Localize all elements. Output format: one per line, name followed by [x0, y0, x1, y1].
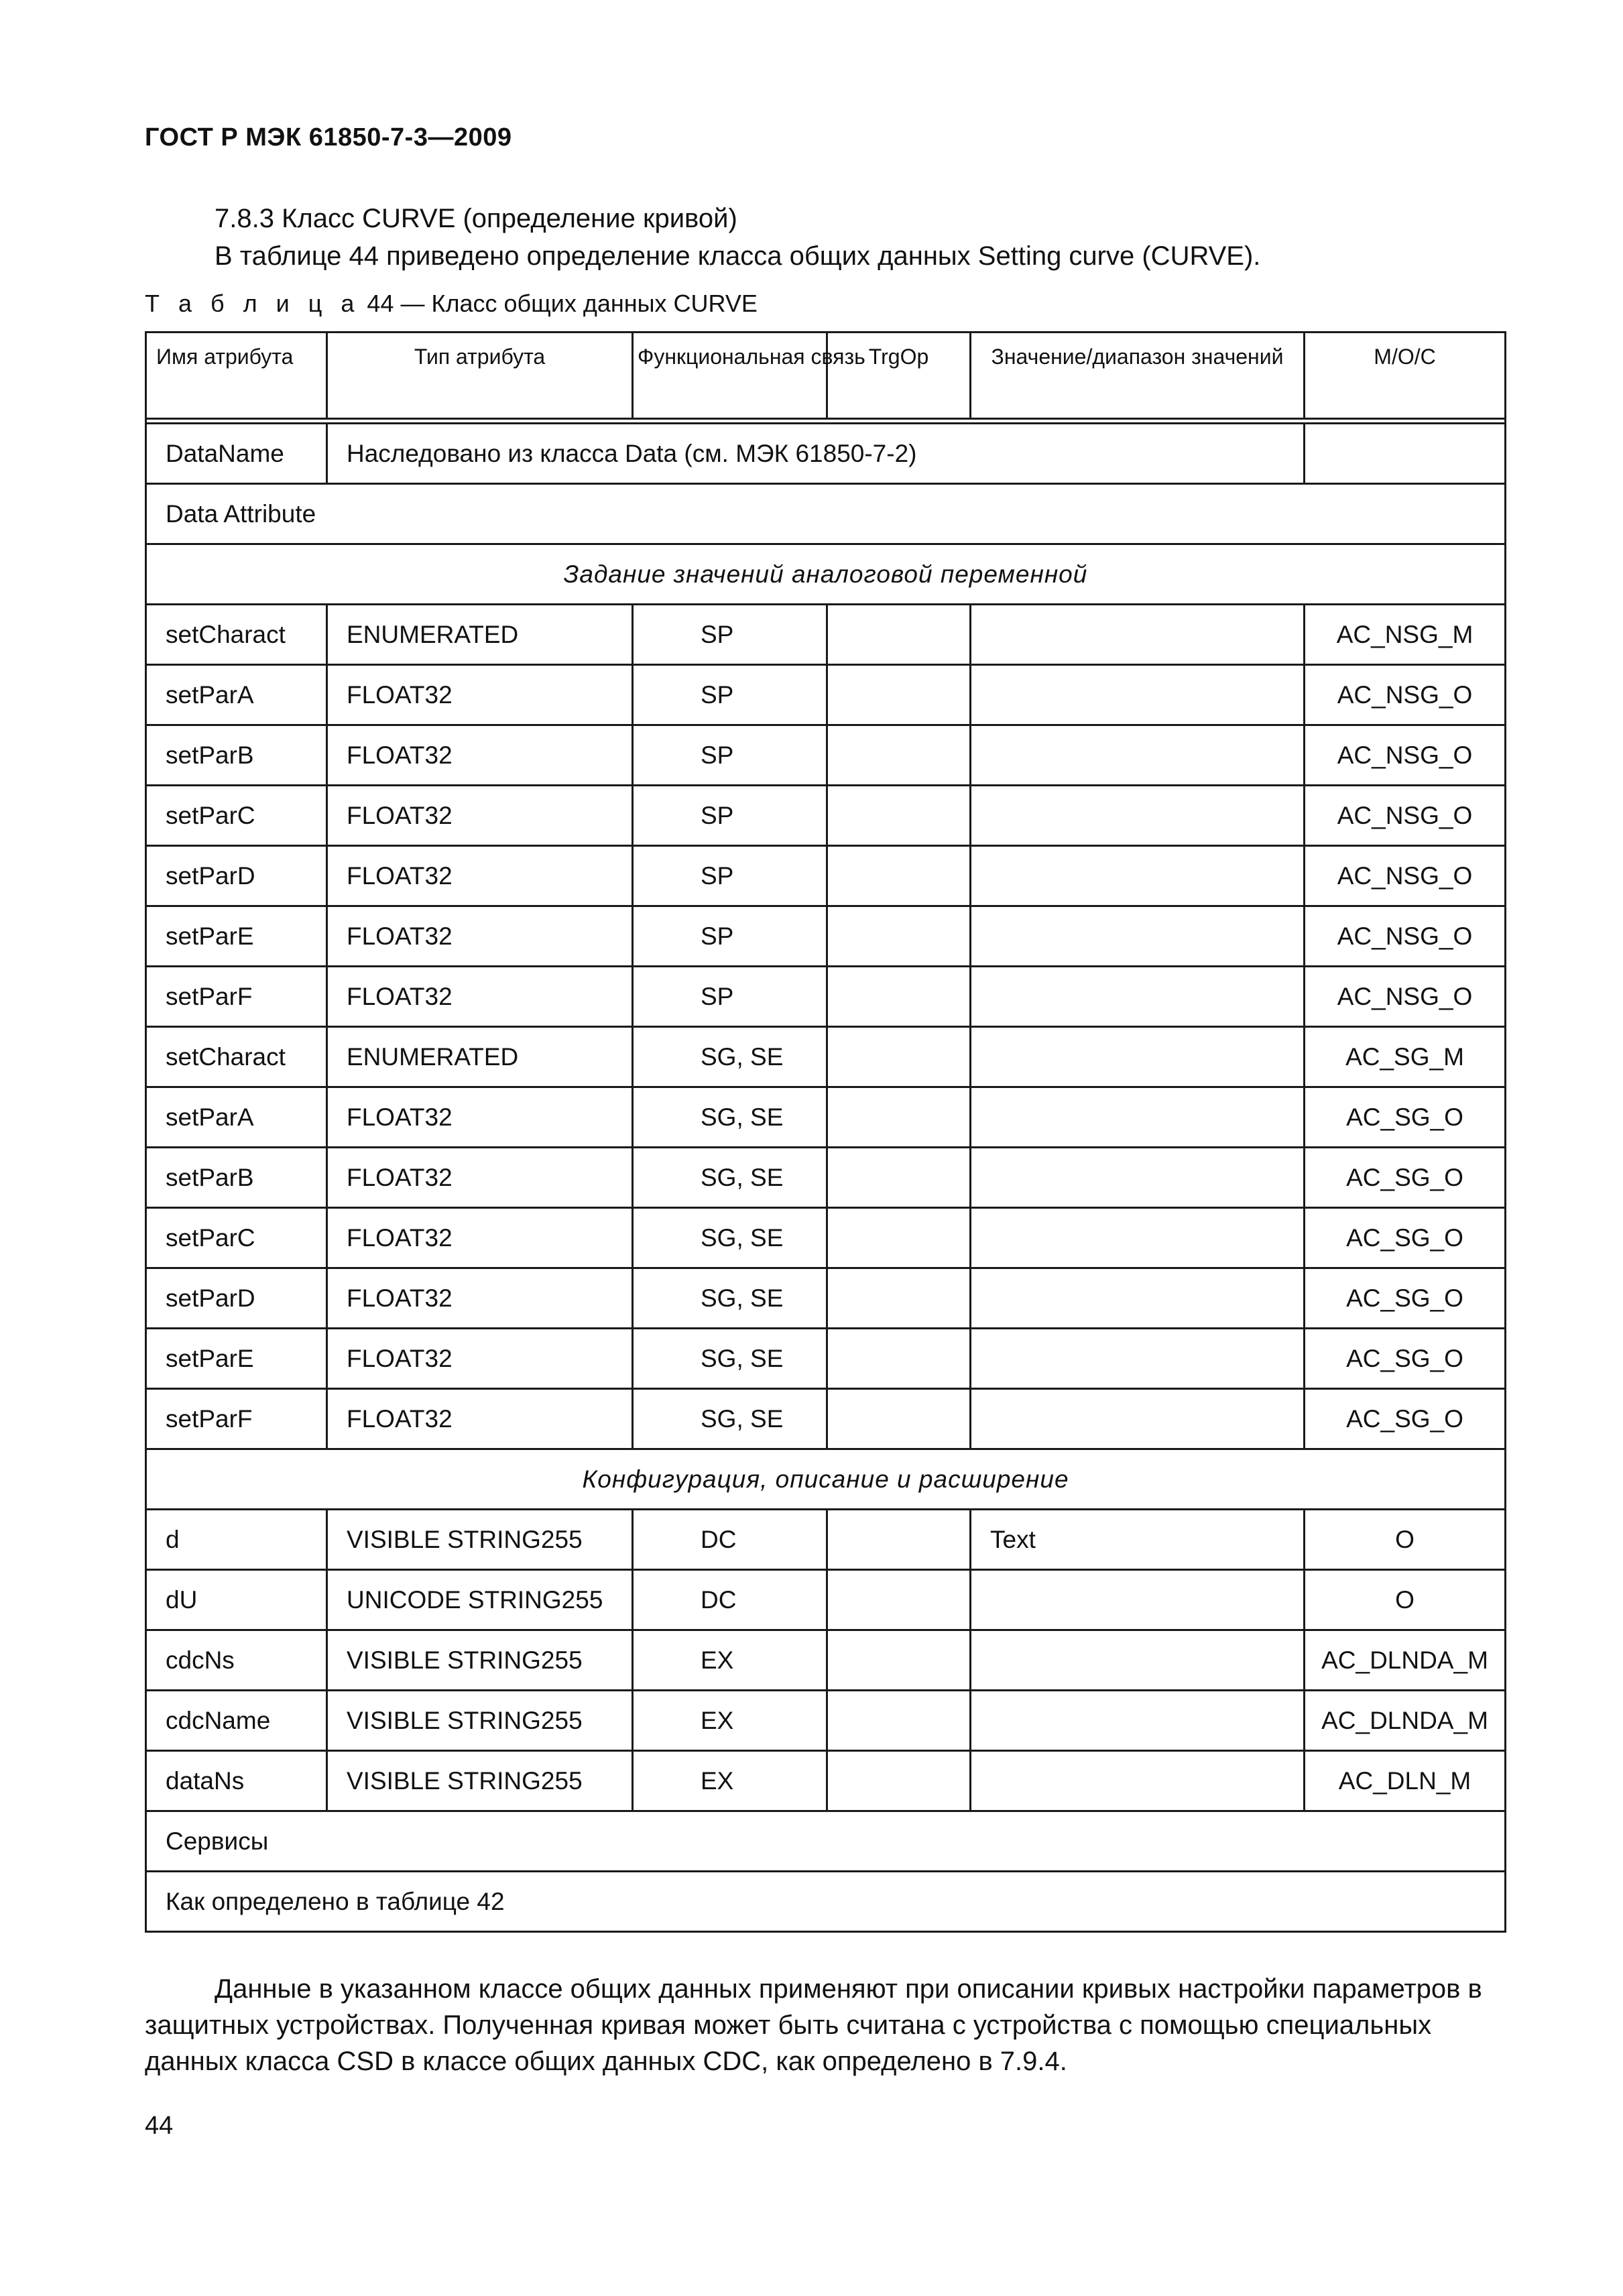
attribute-row	[146, 846, 1506, 906]
dataname-inherited-text: Наследовано из класса Data (см. МЭК 61850-7-2)	[327, 424, 1305, 484]
attribute-type-cell: FLOAT32	[327, 1148, 633, 1208]
attribute-type-cell: FLOAT32	[327, 1208, 633, 1268]
header-trgop: TrgOp	[827, 333, 971, 419]
dataname-cell: DataName	[146, 424, 327, 484]
moc-cell: O	[1305, 1570, 1506, 1630]
attribute-name-cell: setParE	[146, 906, 327, 967]
moc-cell: AC_DLNDA_M	[1305, 1691, 1506, 1751]
moc-cell: AC_NSG_M	[1305, 605, 1506, 665]
attribute-name-cell: setParF	[146, 1389, 327, 1449]
functional-constraint-cell: SP	[633, 906, 827, 967]
trgop-cell	[827, 1148, 971, 1208]
services-text-row	[146, 1872, 1506, 1932]
functional-constraint-cell: EX	[633, 1630, 827, 1691]
functional-constraint-cell: SP	[633, 967, 827, 1027]
value-range-cell	[971, 1208, 1305, 1268]
table-caption-text: 44 — Класс общих данных CURVE	[367, 290, 758, 317]
services-row	[146, 1811, 1506, 1872]
attribute-name-cell: cdcName	[146, 1691, 327, 1751]
header-functional-constraint: Функциональная связь	[633, 333, 827, 419]
attribute-row	[146, 1087, 1506, 1148]
functional-constraint-cell: SG, SE	[633, 1087, 827, 1148]
moc-cell: AC_NSG_O	[1305, 967, 1506, 1027]
value-range-cell	[971, 1751, 1305, 1811]
attribute-type-cell: UNICODE STRING255	[327, 1570, 633, 1630]
attribute-name-cell: dataNs	[146, 1751, 327, 1811]
attribute-type-cell: FLOAT32	[327, 786, 633, 846]
trgop-cell	[827, 846, 971, 906]
value-range-cell	[971, 846, 1305, 906]
functional-constraint-cell: SG, SE	[633, 1329, 827, 1389]
moc-cell: AC_DLNDA_M	[1305, 1630, 1506, 1691]
attribute-name-cell: setParC	[146, 1208, 327, 1268]
functional-constraint-cell: EX	[633, 1691, 827, 1751]
moc-cell: AC_SG_O	[1305, 1208, 1506, 1268]
trgop-cell	[827, 1208, 971, 1268]
attribute-name-cell: setParB	[146, 1148, 327, 1208]
functional-constraint-cell: SG, SE	[633, 1389, 827, 1449]
value-range-cell	[971, 605, 1305, 665]
trgop-cell	[827, 605, 971, 665]
trgop-cell	[827, 967, 971, 1027]
group-heading-row	[146, 544, 1506, 605]
header-separator	[146, 419, 1506, 424]
paragraph-line-1: Данные в указанном классе общих данных применяют при описании кривых настройки параметров в	[215, 1974, 1482, 2004]
section-title: 7.8.3 Класс CURVE (определение кривой)	[215, 204, 737, 233]
functional-constraint-cell: SG, SE	[633, 1148, 827, 1208]
section-intro: В таблице 44 приведено определение класса общих данных Setting curve (CURVE).	[215, 241, 1261, 271]
trgop-cell	[827, 665, 971, 725]
functional-constraint-cell: SP	[633, 665, 827, 725]
attribute-name-cell: cdcNs	[146, 1630, 327, 1691]
value-range-cell: Text	[971, 1510, 1305, 1570]
attribute-row	[146, 1268, 1506, 1329]
closing-paragraph	[145, 1971, 1504, 2079]
moc-cell: AC_NSG_O	[1305, 786, 1506, 846]
attribute-row	[146, 1510, 1506, 1570]
attribute-name-cell: setParD	[146, 846, 327, 906]
functional-constraint-cell: SG, SE	[633, 1268, 827, 1329]
page-number: 44	[145, 2112, 174, 2140]
value-range-cell	[971, 1630, 1305, 1691]
moc-cell: O	[1305, 1510, 1506, 1570]
moc-cell: AC_NSG_O	[1305, 906, 1506, 967]
attribute-row	[146, 1751, 1506, 1811]
data-attribute-label: Data Attribute	[146, 484, 1506, 544]
attribute-row	[146, 1027, 1506, 1087]
attribute-row	[146, 1389, 1506, 1449]
attribute-type-cell: FLOAT32	[327, 1329, 633, 1389]
dataname-row	[146, 424, 1506, 484]
value-range-cell	[971, 1027, 1305, 1087]
group-heading-analog-settings: Задание значений аналоговой переменной	[146, 544, 1506, 605]
header-attribute-type: Тип атрибута	[327, 333, 633, 419]
attribute-name-cell: d	[146, 1510, 327, 1570]
header-attribute-name: Имя атрибута	[146, 333, 327, 419]
header-moc: M/O/C	[1305, 333, 1506, 419]
dataname-moc-cell	[1305, 424, 1506, 484]
moc-cell: AC_DLN_M	[1305, 1751, 1506, 1811]
attribute-type-cell: FLOAT32	[327, 1389, 633, 1449]
table-header-row	[146, 333, 1506, 419]
value-range-cell	[971, 1329, 1305, 1389]
value-range-cell	[971, 1087, 1305, 1148]
functional-constraint-cell: EX	[633, 1751, 827, 1811]
moc-cell: AC_NSG_O	[1305, 665, 1506, 725]
trgop-cell	[827, 1027, 971, 1087]
attribute-row	[146, 1148, 1506, 1208]
attribute-type-cell: VISIBLE STRING255	[327, 1630, 633, 1691]
functional-constraint-cell: SP	[633, 786, 827, 846]
attribute-name-cell: setParF	[146, 967, 327, 1027]
table-caption	[145, 290, 758, 318]
moc-cell: AC_NSG_O	[1305, 725, 1506, 786]
services-text: Как определено в таблице 42	[146, 1872, 1506, 1932]
attribute-row	[146, 605, 1506, 665]
attribute-row	[146, 1208, 1506, 1268]
group-heading-row	[146, 1449, 1506, 1510]
value-range-cell	[971, 1268, 1305, 1329]
trgop-cell	[827, 1751, 971, 1811]
attribute-type-cell: FLOAT32	[327, 725, 633, 786]
attribute-row	[146, 1691, 1506, 1751]
header-value-range: Значение/диапазон значений	[971, 333, 1305, 419]
functional-constraint-cell: DC	[633, 1570, 827, 1630]
moc-cell: AC_SG_O	[1305, 1087, 1506, 1148]
curve-attribute-table	[145, 331, 1506, 1933]
trgop-cell	[827, 1389, 971, 1449]
moc-cell: AC_SG_O	[1305, 1148, 1506, 1208]
moc-cell: AC_NSG_O	[1305, 846, 1506, 906]
attribute-type-cell: FLOAT32	[327, 846, 633, 906]
functional-constraint-cell: SP	[633, 725, 827, 786]
attribute-row	[146, 665, 1506, 725]
paragraph-line-2: защитных устройствах. Полученная кривая может быть считана с устройства с помощью специальных	[145, 2010, 1432, 2040]
trgop-cell	[827, 1268, 971, 1329]
moc-cell: AC_SG_O	[1305, 1389, 1506, 1449]
attribute-row	[146, 1570, 1506, 1630]
value-range-cell	[971, 725, 1305, 786]
attribute-row	[146, 967, 1506, 1027]
value-range-cell	[971, 1389, 1305, 1449]
group-heading-configuration: Конфигурация, описание и расширение	[146, 1449, 1506, 1510]
document-header: ГОСТ Р МЭК 61850-7-3—2009	[145, 123, 512, 152]
attribute-name-cell: dU	[146, 1570, 327, 1630]
attribute-name-cell: setCharact	[146, 1027, 327, 1087]
attribute-type-cell: VISIBLE STRING255	[327, 1751, 633, 1811]
table-caption-prefix: Т а б л и ц а	[145, 290, 361, 317]
value-range-cell	[971, 1570, 1305, 1630]
attribute-row	[146, 1630, 1506, 1691]
attribute-type-cell: FLOAT32	[327, 906, 633, 967]
trgop-cell	[827, 786, 971, 846]
attribute-type-cell: FLOAT32	[327, 1087, 633, 1148]
attribute-name-cell: setParB	[146, 725, 327, 786]
trgop-cell	[827, 1630, 971, 1691]
moc-cell: AC_SG_O	[1305, 1329, 1506, 1389]
attribute-row	[146, 906, 1506, 967]
trgop-cell	[827, 1570, 971, 1630]
attribute-type-cell: ENUMERATED	[327, 605, 633, 665]
attribute-row	[146, 1329, 1506, 1389]
attribute-type-cell: FLOAT32	[327, 967, 633, 1027]
trgop-cell	[827, 1691, 971, 1751]
value-range-cell	[971, 1148, 1305, 1208]
functional-constraint-cell: SP	[633, 605, 827, 665]
moc-cell: AC_SG_M	[1305, 1027, 1506, 1087]
functional-constraint-cell: SP	[633, 846, 827, 906]
moc-cell: AC_SG_O	[1305, 1268, 1506, 1329]
data-attribute-row	[146, 484, 1506, 544]
attribute-row	[146, 786, 1506, 846]
trgop-cell	[827, 906, 971, 967]
services-label: Сервисы	[146, 1811, 1506, 1872]
attribute-type-cell: VISIBLE STRING255	[327, 1510, 633, 1570]
attribute-type-cell: ENUMERATED	[327, 1027, 633, 1087]
trgop-cell	[827, 1329, 971, 1389]
trgop-cell	[827, 1087, 971, 1148]
value-range-cell	[971, 786, 1305, 846]
attribute-name-cell: setCharact	[146, 605, 327, 665]
value-range-cell	[971, 906, 1305, 967]
value-range-cell	[971, 1691, 1305, 1751]
paragraph-line-3: данных класса CSD в классе общих данных CDC, как определено в 7.9.4.	[145, 2047, 1067, 2076]
value-range-cell	[971, 967, 1305, 1027]
attribute-name-cell: setParD	[146, 1268, 327, 1329]
value-range-cell	[971, 665, 1305, 725]
functional-constraint-cell: SG, SE	[633, 1027, 827, 1087]
attribute-name-cell: setParA	[146, 1087, 327, 1148]
functional-constraint-cell: SG, SE	[633, 1208, 827, 1268]
trgop-cell	[827, 725, 971, 786]
attribute-name-cell: setParC	[146, 786, 327, 846]
attribute-name-cell: setParA	[146, 665, 327, 725]
attribute-type-cell: FLOAT32	[327, 1268, 633, 1329]
functional-constraint-cell: DC	[633, 1510, 827, 1570]
attribute-type-cell: FLOAT32	[327, 665, 633, 725]
trgop-cell	[827, 1510, 971, 1570]
attribute-name-cell: setParE	[146, 1329, 327, 1389]
attribute-row	[146, 725, 1506, 786]
attribute-type-cell: VISIBLE STRING255	[327, 1691, 633, 1751]
